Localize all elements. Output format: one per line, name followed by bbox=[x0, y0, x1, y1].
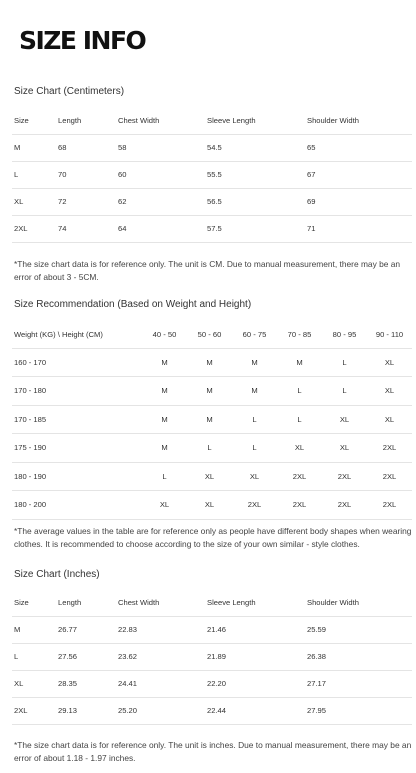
table-cell: M bbox=[142, 377, 187, 406]
table-cell: XL bbox=[367, 377, 412, 406]
table-cell: 64 bbox=[116, 215, 205, 242]
inch-chart-note: *The size chart data is for reference only. The unit is inches. Due to manual measurement, there may be an error of about 1.18 - 1.97 inches. bbox=[14, 740, 412, 763]
table-cell: 2XL bbox=[12, 697, 56, 724]
table-cell: M bbox=[142, 348, 187, 377]
table-cell: L bbox=[232, 405, 277, 434]
table-cell: XL bbox=[232, 462, 277, 491]
table-cell: XL bbox=[367, 348, 412, 377]
table-cell: 55.5 bbox=[205, 161, 305, 188]
table-cell: 2XL bbox=[367, 491, 412, 520]
table-cell: 2XL bbox=[367, 434, 412, 463]
table-row bbox=[12, 215, 412, 242]
cm-chart-note: *The size chart data is for reference only. The unit is CM. Due to manual measurement, there may be an error of about 3 - 5CM. bbox=[14, 259, 401, 282]
table-row bbox=[12, 161, 412, 188]
table-cell: 27.95 bbox=[305, 697, 412, 724]
column-header: 50 - 60 bbox=[187, 322, 232, 348]
table-cell: L bbox=[277, 405, 322, 434]
table-row bbox=[12, 348, 412, 377]
column-header: Shoulder Width bbox=[305, 108, 412, 134]
table-cell: 175 - 190 bbox=[12, 434, 142, 463]
table-header-row bbox=[12, 322, 412, 348]
table-cell: M bbox=[232, 348, 277, 377]
table-cell: L bbox=[322, 348, 367, 377]
table-cell: L bbox=[187, 434, 232, 463]
column-header: Weight (KG) \ Height (CM) bbox=[12, 322, 142, 348]
table-cell: 68 bbox=[56, 134, 116, 161]
recommendation-note: *The average values in the table are for reference only as people have different body shapes when wearing clothes. It is recommended to choose according to the size of your own similar - style clothes. bbox=[14, 526, 412, 549]
table-cell: 21.89 bbox=[205, 643, 305, 670]
table-cell: 2XL bbox=[12, 215, 56, 242]
table-cell: 170 - 185 bbox=[12, 405, 142, 434]
column-header: 70 - 85 bbox=[277, 322, 322, 348]
table-cell: XL bbox=[142, 491, 187, 520]
column-header: 60 - 75 bbox=[232, 322, 277, 348]
table-cell: 65 bbox=[305, 134, 412, 161]
table-cell: XL bbox=[277, 434, 322, 463]
column-header: Chest Width bbox=[116, 590, 205, 616]
column-header: Sleeve Length bbox=[205, 108, 305, 134]
table-cell: 56.5 bbox=[205, 188, 305, 215]
table-cell: M bbox=[187, 405, 232, 434]
column-header: Shoulder Width bbox=[305, 590, 412, 616]
column-header: Size bbox=[12, 590, 56, 616]
table-cell: 170 - 180 bbox=[12, 377, 142, 406]
table-cell: 2XL bbox=[277, 491, 322, 520]
table-cell: 180 - 200 bbox=[12, 491, 142, 520]
table-row bbox=[12, 405, 412, 434]
table-cell: M bbox=[12, 616, 56, 643]
recommendation-title: Size Recommendation (Based on Weight and Height) bbox=[14, 299, 252, 310]
table-cell: 58 bbox=[116, 134, 205, 161]
table-header-row bbox=[12, 108, 412, 134]
table-cell: M bbox=[187, 377, 232, 406]
table-cell: 25.59 bbox=[305, 616, 412, 643]
table-cell: M bbox=[232, 377, 277, 406]
size-recommendation-table bbox=[12, 322, 412, 520]
table-cell: L bbox=[322, 377, 367, 406]
table-cell: 28.35 bbox=[56, 670, 116, 697]
table-cell: 57.5 bbox=[205, 215, 305, 242]
table-row bbox=[12, 643, 412, 670]
cm-size-table bbox=[12, 108, 412, 243]
table-cell: 22.44 bbox=[205, 697, 305, 724]
table-cell: 70 bbox=[56, 161, 116, 188]
table-row bbox=[12, 670, 412, 697]
table-cell: L bbox=[142, 462, 187, 491]
column-header: 90 - 110 bbox=[367, 322, 412, 348]
column-header: Sleeve Length bbox=[205, 590, 305, 616]
table-cell: 74 bbox=[56, 215, 116, 242]
column-header: Size bbox=[12, 108, 56, 134]
table-cell: XL bbox=[322, 434, 367, 463]
table-cell: 25.20 bbox=[116, 697, 205, 724]
table-cell: M bbox=[142, 405, 187, 434]
table-cell: 2XL bbox=[322, 491, 367, 520]
cm-chart-title: Size Chart (Centimeters) bbox=[14, 86, 125, 97]
table-row bbox=[12, 462, 412, 491]
table-row bbox=[12, 616, 412, 643]
table-cell: XL bbox=[12, 670, 56, 697]
column-header: Length bbox=[56, 108, 116, 134]
table-cell: XL bbox=[367, 405, 412, 434]
table-cell: 67 bbox=[305, 161, 412, 188]
table-cell: XL bbox=[187, 491, 232, 520]
table-cell: 2XL bbox=[277, 462, 322, 491]
table-cell: 69 bbox=[305, 188, 412, 215]
table-cell: 22.83 bbox=[116, 616, 205, 643]
table-header-row bbox=[12, 590, 412, 616]
table-cell: 27.56 bbox=[56, 643, 116, 670]
table-cell: XL bbox=[187, 462, 232, 491]
page-title: SIZE INFO bbox=[19, 26, 146, 55]
table-row bbox=[12, 188, 412, 215]
table-cell: L bbox=[277, 377, 322, 406]
table-cell: 26.77 bbox=[56, 616, 116, 643]
table-cell: 54.5 bbox=[205, 134, 305, 161]
table-cell: 180 - 190 bbox=[12, 462, 142, 491]
table-row bbox=[12, 377, 412, 406]
column-header: 80 - 95 bbox=[322, 322, 367, 348]
table-cell: 29.13 bbox=[56, 697, 116, 724]
table-row bbox=[12, 134, 412, 161]
inch-chart-title: Size Chart (Inches) bbox=[14, 569, 100, 580]
table-cell: L bbox=[12, 161, 56, 188]
column-header: Length bbox=[56, 590, 116, 616]
table-cell: M bbox=[12, 134, 56, 161]
table-cell: 22.20 bbox=[205, 670, 305, 697]
table-cell: L bbox=[232, 434, 277, 463]
inch-size-table bbox=[12, 590, 412, 725]
table-cell: M bbox=[142, 434, 187, 463]
table-cell: 26.38 bbox=[305, 643, 412, 670]
table-cell: 21.46 bbox=[205, 616, 305, 643]
table-cell: 60 bbox=[116, 161, 205, 188]
table-cell: L bbox=[12, 643, 56, 670]
table-cell: M bbox=[277, 348, 322, 377]
table-cell: M bbox=[187, 348, 232, 377]
column-header: 40 - 50 bbox=[142, 322, 187, 348]
table-cell: 2XL bbox=[367, 462, 412, 491]
table-cell: XL bbox=[322, 405, 367, 434]
table-cell: 2XL bbox=[322, 462, 367, 491]
table-cell: 24.41 bbox=[116, 670, 205, 697]
table-row bbox=[12, 491, 412, 520]
table-row bbox=[12, 434, 412, 463]
table-cell: 2XL bbox=[232, 491, 277, 520]
table-cell: XL bbox=[12, 188, 56, 215]
table-cell: 72 bbox=[56, 188, 116, 215]
table-cell: 71 bbox=[305, 215, 412, 242]
table-cell: 23.62 bbox=[116, 643, 205, 670]
table-cell: 62 bbox=[116, 188, 205, 215]
table-cell: 160 - 170 bbox=[12, 348, 142, 377]
column-header: Chest Width bbox=[116, 108, 205, 134]
table-cell: 27.17 bbox=[305, 670, 412, 697]
table-row bbox=[12, 697, 412, 724]
